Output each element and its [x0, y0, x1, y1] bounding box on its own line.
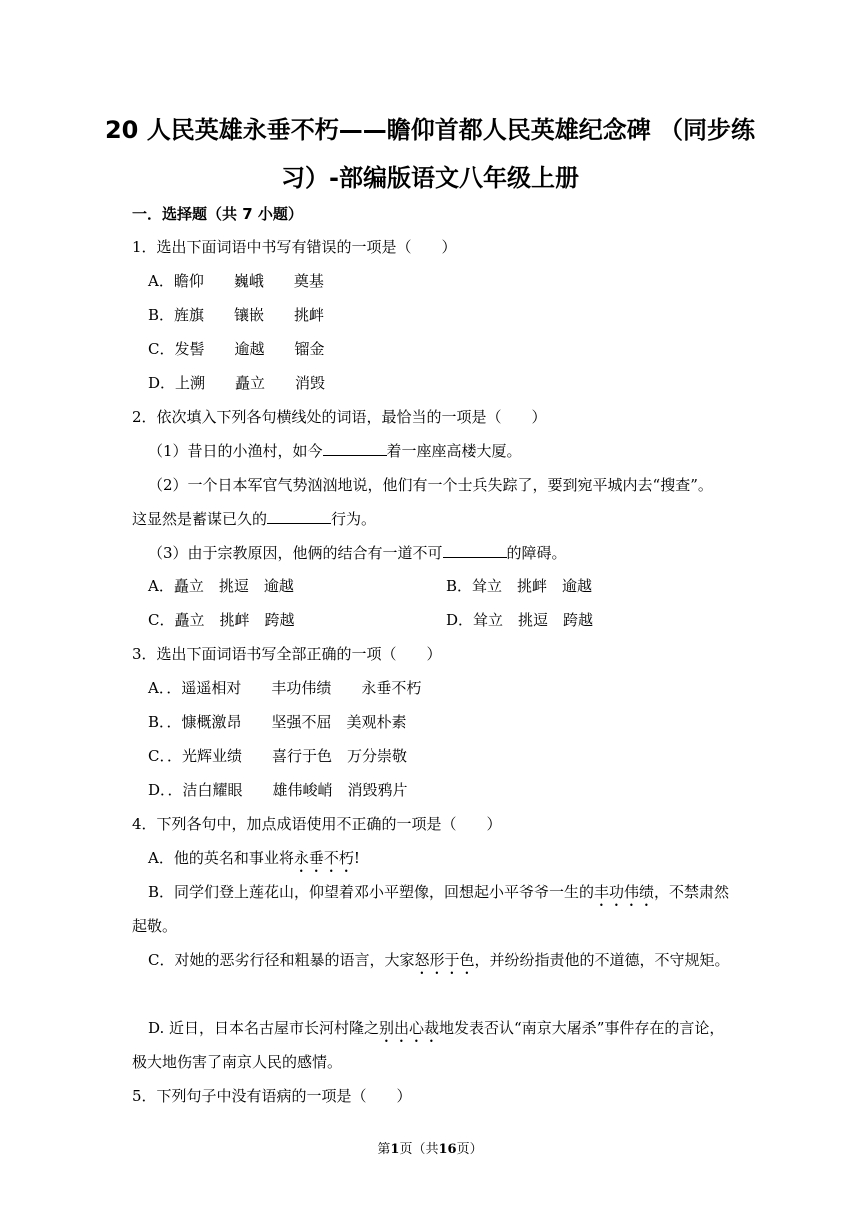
footer-text: 第	[377, 1142, 391, 1157]
option-text: B．同学们登上莲花山，仰望着邓小平塑像，回想起小平爷爷一生的	[148, 883, 595, 901]
footer-text: 页（共	[399, 1142, 439, 1157]
sentence-text: 着一座座高楼大厦。	[386, 442, 522, 460]
question-2-option-b: B．耸立 挑衅 逾越	[446, 577, 593, 595]
sentence-text: 行为。	[331, 510, 377, 528]
question-2-option-d: D．耸立 挑逗 跨越	[446, 611, 594, 629]
question-4-option-d-cont: 极大地伤害了南京人民的感情。	[132, 1053, 343, 1071]
option-text: ，不禁肃然	[654, 883, 730, 901]
question-3-option-a: A．．遥遥相对 丰功伟绩 永垂不朽	[148, 679, 422, 697]
question-1-option-d: D．上溯 矗立 消毁	[148, 374, 326, 392]
option-text: 地发表否认“南京大屠杀”事件存在的言论，	[439, 1019, 725, 1037]
question-3-option-b: B．．慷概激昂 坚强不屈 美观朴素	[148, 713, 407, 731]
question-4-option-b	[148, 881, 729, 910]
total-pages: 16	[438, 1142, 457, 1157]
question-4-option-b-cont: 起敬。	[132, 917, 178, 935]
question-1-option-c: C．发髻 逾越 镏金	[148, 340, 325, 358]
sentence-text: 的障碍。	[506, 544, 567, 562]
question-4-option-a	[148, 847, 360, 876]
sentence-text: （1）昔日的小渔村，如今	[148, 442, 323, 460]
question-2-sentence-3	[148, 542, 567, 564]
question-2-sentence-2: （2）一个日本军官气势汹汹地说，他们有一个士兵失踪了，要到宛平城内去“搜查”。	[148, 476, 713, 494]
question-3-option-d: D．．洁白耀眼 雄伟峻峭 消毁鸦片	[148, 781, 408, 799]
emphasized-idiom: 别出心裁	[379, 1019, 440, 1037]
sentence-text: 这显然是蓄谋已久的	[132, 510, 268, 528]
fill-blank	[323, 440, 387, 456]
emphasized-idiom: 怒形于色	[414, 951, 475, 969]
option-text: !	[353, 849, 360, 867]
sentence-text: （3）由于宗教原因，他俩的结合有一道不可	[148, 544, 443, 562]
question-1-stem: 1．选出下面词语中书写有错误的一项是（ ）	[132, 238, 457, 256]
option-text: C．对她的恶劣行径和粗暴的语言，大家	[148, 951, 415, 969]
question-4-stem: 4．下列各句中，加点成语使用不正确的一项是（ ）	[132, 815, 502, 833]
question-2-option-a: A．矗立 挑逗 逾越	[148, 577, 294, 595]
emphasized-idiom: 永垂不朽	[293, 849, 354, 867]
option-text: ，并纷纷指责他的不道德，不守规矩。	[474, 951, 730, 969]
fill-blank	[443, 542, 507, 558]
question-3-stem: 3．选出下面词语书写全部正确的一项（ ）	[132, 645, 442, 663]
section-heading: 一．选择题（共 7 小题）	[132, 205, 303, 223]
question-5-stem: 5．下列句子中没有语病的一项是（ ）	[132, 1087, 412, 1105]
footer-text: 页）	[456, 1142, 483, 1157]
question-2-stem: 2．依次填入下列各句横线处的词语，最恰当的一项是（ ）	[132, 408, 547, 426]
option-text: D. 近日，日本名古屋市长河村隆之	[148, 1019, 380, 1037]
question-1-option-a: A．瞻仰 巍峨 奠基	[148, 272, 324, 290]
question-4-option-d	[148, 1017, 724, 1046]
question-2-sentence-2-cont	[132, 508, 376, 530]
question-3-option-c: C．．光辉业绩 喜行于色 万分崇敬	[148, 747, 407, 765]
question-2-sentence-1	[148, 440, 522, 462]
emphasized-idiom: 丰功伟绩	[594, 883, 655, 901]
question-4-option-c	[148, 949, 730, 978]
page-number: 1	[390, 1142, 400, 1157]
fill-blank	[267, 508, 331, 524]
page-title: 20 人民英雄永垂不朽——瞻仰首都人民英雄纪念碑 （同步练习）-部编版语文八年级上册	[104, 116, 756, 192]
question-1-option-b: B．旌旗 镶嵌 挑衅	[148, 306, 325, 324]
question-2-option-c: C．矗立 挑衅 跨越	[148, 611, 295, 629]
page-footer	[0, 1141, 860, 1159]
option-text: A．他的英名和事业将	[148, 849, 294, 867]
